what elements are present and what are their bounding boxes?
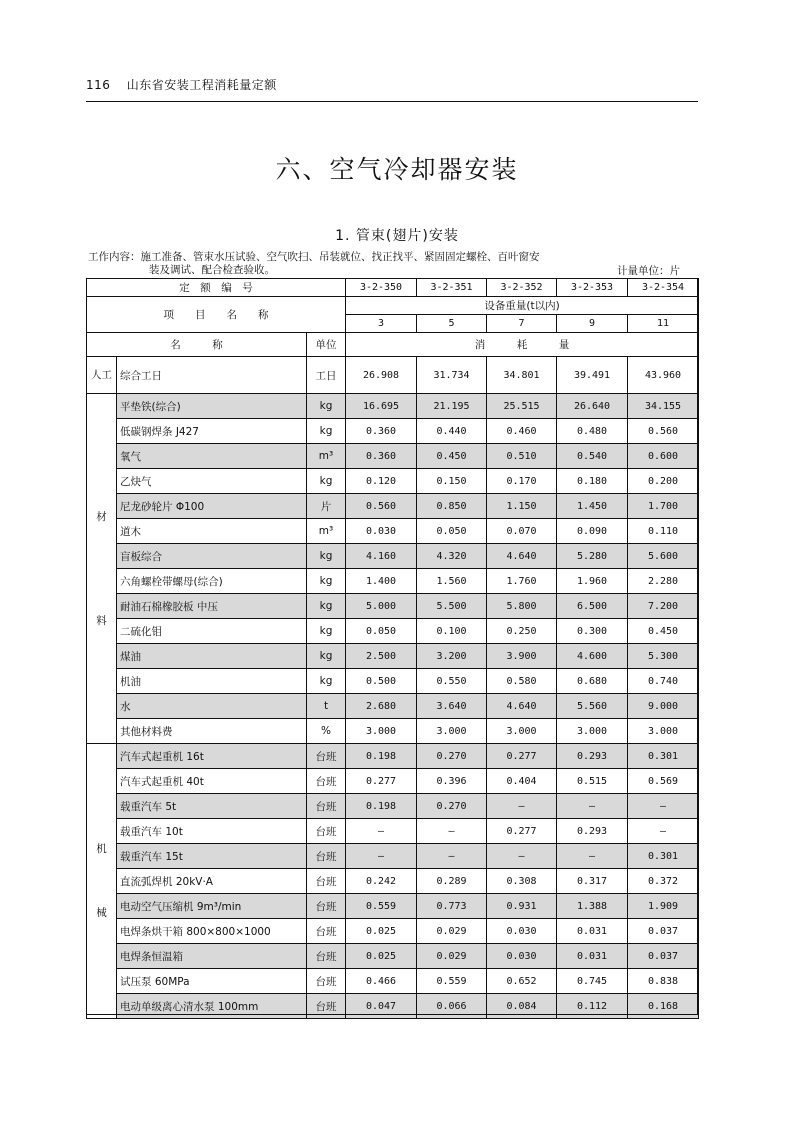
item-value: 0.850 [417,494,487,519]
param-value: 5 [417,315,487,333]
item-value: 1.560 [417,569,487,594]
item-value: — [346,819,417,844]
item-unit: 台班 [307,969,346,994]
item-value: 0.037 [628,944,699,969]
item-value: 3.000 [628,719,699,744]
item-unit: 台班 [307,994,346,1019]
item-name: 其他材料费 [117,719,307,744]
param-value: 7 [487,315,557,333]
item-value: 0.050 [417,519,487,544]
table-row [87,794,699,819]
item-unit: 片 [307,494,346,519]
unit-label: 计量单位：片 [617,265,680,277]
item-name: 乙炔气 [117,469,307,494]
item-value: 0.090 [557,519,628,544]
quota-code: 3-2-350 [346,279,417,297]
item-value: 0.110 [628,519,699,544]
table-row [87,644,699,669]
table-row [87,919,699,944]
item-name: 六角螺栓带螺母(综合) [117,569,307,594]
item-name: 低碳钢焊条 J427 [117,419,307,444]
item-name: 电动单级离心清水泵 100mm [117,994,307,1019]
quota-code: 3-2-352 [487,279,557,297]
table-row [87,494,699,519]
item-value: 0.037 [628,919,699,944]
item-unit: kg [307,669,346,694]
item-value: 4.160 [346,544,417,569]
item-value: 0.510 [487,444,557,469]
item-value: 5.600 [628,544,699,569]
item-value: 34.801 [487,357,557,394]
quota-code: 3-2-351 [417,279,487,297]
table-row [87,969,699,994]
category-char-bottom: 械 [96,907,107,919]
item-value: 0.030 [346,519,417,544]
item-value: 0.112 [557,994,628,1019]
item-value: 0.270 [417,744,487,769]
item-value: 0.540 [557,444,628,469]
item-name-label: 项 目 名 称 [87,297,346,333]
item-value: 0.559 [417,969,487,994]
item-value: 3.000 [417,719,487,744]
item-unit: 台班 [307,819,346,844]
item-name: 载重汽车 5t [117,794,307,819]
item-value: 5.000 [346,594,417,619]
item-value: 0.030 [487,919,557,944]
item-value: 3.640 [417,694,487,719]
item-value: 2.280 [628,569,699,594]
item-value: 43.960 [628,357,699,394]
item-value: 0.100 [417,619,487,644]
table-row [87,469,699,494]
item-value: 1.400 [346,569,417,594]
table-row [87,744,699,769]
item-unit: kg [307,644,346,669]
item-value: 0.466 [346,969,417,994]
item-value: 0.025 [346,919,417,944]
table-row [87,519,699,544]
category-spacer [87,856,116,906]
param-value: 9 [557,315,628,333]
item-value: 1.909 [628,894,699,919]
item-value: 0.450 [628,619,699,644]
item-unit: 台班 [307,919,346,944]
running-header [86,76,277,93]
item-value: 4.600 [557,644,628,669]
item-value: 0.301 [628,744,699,769]
table-row [87,994,699,1019]
item-unit: m³ [307,444,346,469]
item-value: 5.280 [557,544,628,569]
column-header-row [87,333,699,357]
table-row [87,357,699,394]
work-content-line-1: 工作内容：施工准备、管束水压试验、空气吹扫、吊装就位、找正找平、紧固固定螺栓、百叶窗安 [88,251,540,263]
book-title: 山东省安装工程消耗量定额 [126,78,277,92]
item-unit: 台班 [307,894,346,919]
item-unit: kg [307,544,346,569]
item-value: 3.000 [487,719,557,744]
item-value: 9.000 [628,694,699,719]
item-unit: kg [307,394,346,419]
table-row [87,394,699,419]
item-value: 0.031 [557,919,628,944]
item-value: 0.360 [346,444,417,469]
item-name: 电动空气压缩机 9m³/min [117,894,307,919]
item-value: 0.569 [628,769,699,794]
category-labor: 人工 [87,357,117,394]
item-value: 3.000 [557,719,628,744]
quota-code-label: 定 额 编 号 [87,279,346,297]
item-value: 0.277 [346,769,417,794]
item-value: 0.301 [628,844,699,869]
item-name: 电焊条恒温箱 [117,944,307,969]
table-row [87,869,699,894]
table-row [87,594,699,619]
item-value: 0.560 [628,419,699,444]
item-value: 0.740 [628,669,699,694]
item-value: 0.270 [417,794,487,819]
table-row [87,944,699,969]
item-value: 0.680 [557,669,628,694]
item-value: 0.404 [487,769,557,794]
item-value: 0.838 [628,969,699,994]
item-value: 0.773 [417,894,487,919]
table-row [87,444,699,469]
item-unit: 台班 [307,844,346,869]
category-spacer [87,524,116,614]
item-value: 0.198 [346,744,417,769]
item-value: 0.745 [557,969,628,994]
consumption-header: 消 耗 量 [346,333,699,357]
item-value: 0.277 [487,819,557,844]
item-value: 0.030 [487,944,557,969]
name-column-header: 名 称 [87,333,307,357]
item-value: 0.047 [346,994,417,1019]
param-value: 3 [346,315,417,333]
item-name: 直流弧焊机 20kV·A [117,869,307,894]
item-value: 0.440 [417,419,487,444]
item-value: 25.515 [487,394,557,419]
item-value: 0.515 [557,769,628,794]
item-name: 煤油 [117,644,307,669]
table-row [87,894,699,919]
item-value: 1.150 [487,494,557,519]
item-value: 0.500 [346,669,417,694]
category-char-top: 机 [96,843,107,855]
item-value: 3.000 [346,719,417,744]
param-value: 11 [628,315,699,333]
item-name: 道木 [117,519,307,544]
item-value: 0.168 [628,994,699,1019]
item-value: 0.050 [346,619,417,644]
item-value: 0.317 [557,869,628,894]
quota-code-row [87,279,699,297]
item-value: 1.960 [557,569,628,594]
item-name: 综合工日 [117,357,307,394]
item-unit: 工日 [307,357,346,394]
item-value: 0.396 [417,769,487,794]
item-name: 汽车式起重机 16t [117,744,307,769]
item-value: 0.580 [487,669,557,694]
item-value: 5.800 [487,594,557,619]
item-value: 0.250 [487,619,557,644]
item-value: 0.600 [628,444,699,469]
item-name: 载重汽车 15t [117,844,307,869]
item-value: 0.070 [487,519,557,544]
item-value: 31.734 [417,357,487,394]
item-value: 0.242 [346,869,417,894]
item-value: 6.500 [557,594,628,619]
item-value: 26.640 [557,394,628,419]
item-name: 载重汽车 10t [117,819,307,844]
header-rule [86,101,698,102]
section-title: 六、空气冷却器安装 [275,155,519,184]
item-value: 0.460 [487,419,557,444]
item-value: 21.195 [417,394,487,419]
item-name: 盲板综合 [117,544,307,569]
item-name: 平垫铁(综合) [117,394,307,419]
item-value: 0.308 [487,869,557,894]
item-value: 0.066 [417,994,487,1019]
item-value: 0.289 [417,869,487,894]
quota-table [86,278,699,1019]
item-value: 0.198 [346,794,417,819]
item-unit: 台班 [307,869,346,894]
item-value: 0.180 [557,469,628,494]
table-row [87,669,699,694]
item-value: — [628,794,699,819]
item-value: 3.900 [487,644,557,669]
item-value: 0.084 [487,994,557,1019]
item-value: 0.029 [417,944,487,969]
item-value: 0.120 [346,469,417,494]
item-value: — [487,794,557,819]
item-value: 7.200 [628,594,699,619]
item-value: 0.931 [487,894,557,919]
item-value: — [417,844,487,869]
table-row [87,719,699,744]
item-value: 3.200 [417,644,487,669]
item-value: 0.150 [417,469,487,494]
table-row [87,569,699,594]
table-row [87,544,699,569]
item-value: 0.025 [346,944,417,969]
item-name: 二硫化钼 [117,619,307,644]
page-number: 116 [86,78,111,92]
item-value: 2.680 [346,694,417,719]
category-char-bottom: 料 [96,614,107,627]
item-value: 0.652 [487,969,557,994]
item-value: 0.200 [628,469,699,494]
item-value: 4.320 [417,544,487,569]
subsection-title: 1. 管束(翅片)安装 [335,228,459,244]
item-value: 2.500 [346,644,417,669]
table-row [87,619,699,644]
unit-column-header: 单位 [307,333,346,357]
item-value: 0.293 [557,819,628,844]
param-label-row [87,297,699,315]
table-row [87,819,699,844]
category-machine [87,744,117,1019]
work-content-line-2: 装及调试、配合检查验收。 [149,264,275,276]
item-value: 0.277 [487,744,557,769]
item-value: 1.388 [557,894,628,919]
item-name: 尼龙砂轮片 Φ100 [117,494,307,519]
item-name: 氧气 [117,444,307,469]
table-row [87,694,699,719]
item-unit: kg [307,419,346,444]
item-value: 0.360 [346,419,417,444]
item-value: 1.700 [628,494,699,519]
item-unit: 台班 [307,744,346,769]
item-value: 0.293 [557,744,628,769]
item-value: 5.300 [628,644,699,669]
item-value: — [628,819,699,844]
table-row [87,769,699,794]
item-unit: t [307,694,346,719]
item-value: 0.450 [417,444,487,469]
item-value: 0.300 [557,619,628,644]
item-unit: 台班 [307,944,346,969]
item-name: 机油 [117,669,307,694]
item-value: 0.559 [346,894,417,919]
item-value: 1.450 [557,494,628,519]
param-label: 设备重量(t以内) [346,297,699,315]
item-unit: kg [307,569,346,594]
quota-code: 3-2-353 [557,279,628,297]
work-content [88,251,628,277]
table-row [87,844,699,869]
item-unit: 台班 [307,794,346,819]
item-name: 耐油石棉橡胶板 中压 [117,594,307,619]
item-unit: kg [307,619,346,644]
category-char-top: 材 [96,510,107,523]
item-value: — [557,794,628,819]
item-name: 试压泵 60MPa [117,969,307,994]
item-value: 0.029 [417,919,487,944]
quota-code: 3-2-354 [628,279,699,297]
item-value: 4.640 [487,694,557,719]
item-value: 0.031 [557,944,628,969]
item-unit: kg [307,594,346,619]
item-value: 5.500 [417,594,487,619]
item-value: 0.550 [417,669,487,694]
item-value: 39.491 [557,357,628,394]
category-material [87,394,117,744]
item-value: 0.170 [487,469,557,494]
item-value: — [346,844,417,869]
item-value: 26.908 [346,357,417,394]
item-name: 汽车式起重机 40t [117,769,307,794]
item-value: 34.155 [628,394,699,419]
item-value: 0.560 [346,494,417,519]
item-unit: 台班 [307,769,346,794]
item-value: 0.480 [557,419,628,444]
item-value: — [417,819,487,844]
item-value: 4.640 [487,544,557,569]
item-unit: % [307,719,346,744]
item-name: 水 [117,694,307,719]
item-unit: kg [307,469,346,494]
item-value: 16.695 [346,394,417,419]
item-value: 5.560 [557,694,628,719]
item-unit: m³ [307,519,346,544]
table-row [87,419,699,444]
item-value: — [487,844,557,869]
item-value: 0.372 [628,869,699,894]
item-value: 1.760 [487,569,557,594]
item-name: 电焊条烘干箱 800×800×1000 [117,919,307,944]
item-value: — [557,844,628,869]
